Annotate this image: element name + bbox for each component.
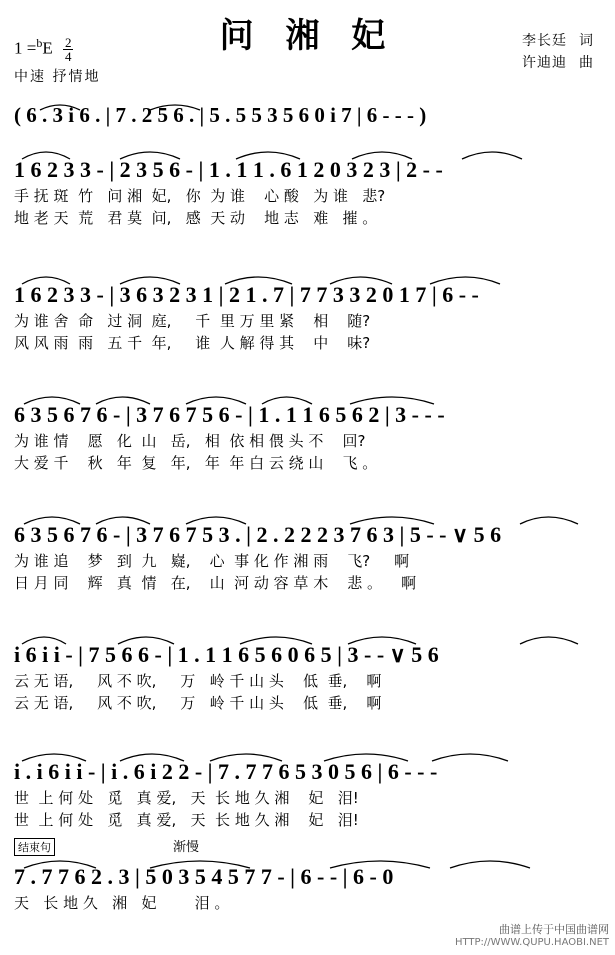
source-footer	[455, 923, 609, 949]
footer-line-2: HTTP://WWW.QUPU.HAOBI.NET	[454, 937, 609, 948]
notes-line: 6 3 5 6 7 6 - | 3 7 6 7 5 6 - | 1 . 1 1 6 5 6 2 | 3 - - -	[14, 402, 445, 427]
notes-line: 1 6 2 3 3 - | 3 6 3 2 3 1 | 2 1 . 7 | 7 7 3 3 2 0 1 7 | 6 - -	[14, 282, 479, 307]
lyric-line-2: 地 老 天 荒 君 莫 问, 感 天 动 地 志 难 摧 。	[14, 209, 378, 227]
lyricist-name: 李长廷	[522, 33, 567, 49]
meter-denominator: 4	[64, 49, 72, 65]
credit-lyricist	[522, 30, 593, 52]
system-2	[0, 280, 615, 354]
notes-line: ( 6 . 3 i 6 . | 7 . 2 5 6 . | 5 . 5 5 3 5 6 0 i 7 | 6 - - - )	[14, 103, 427, 127]
rall-label: 渐慢	[170, 836, 202, 855]
lyric-line-2: 日 月 同 辉 真 情 在, 山 河 动 容 草 木 悲 。 啊	[14, 574, 417, 592]
flat-sign: b	[36, 36, 43, 50]
notes-line: i 6 i i - | 7 5 6 6 - | 1 . 1 1 6 5 6 0 6 5 | 3 - - ∨ 5 6	[14, 642, 439, 667]
lyric-line-2: 大 爱 千 秋 年 复 年, 年 年 白 云 绕 山 飞 。	[14, 454, 378, 472]
lyric-line-1: 云 无 语, 风 不 吹, 万 岭 千 山 头 低 垂, 啊	[14, 672, 382, 690]
key-signature	[14, 36, 73, 63]
tempo-marking: 中速 抒情地	[14, 69, 101, 85]
lyric-line-1: 天 长 地 久 湘 妃 泪 。	[14, 894, 230, 912]
system-4	[0, 520, 615, 594]
lyric-line-1: 为 谁 情 愿 化 山 岳, 相 依 相 偎 头 不 回?	[14, 432, 366, 450]
notes-line: 1 6 2 3 3 - | 2 3 5 6 - | 1 . 1 1 . 6 1 2 0 3 2 3 | 2 - -	[14, 157, 443, 182]
system-6	[0, 757, 615, 831]
page-title: 问 湘 妃	[219, 16, 396, 56]
system-1	[0, 155, 615, 229]
lyric-line-1: 为 谁 追 梦 到 九 嶷, 心 事 化 作 湘 雨 飞? 啊	[14, 552, 410, 570]
system-3	[0, 400, 615, 474]
footer-line-1: 曲谱上传于中国曲谱网	[499, 923, 609, 936]
lyric-line-1: 世 上 何 处 觅 真 爱, 天 长 地 久 湘 妃 泪!	[14, 789, 359, 807]
lyric-line-2: 云 无 语, 风 不 吹, 万 岭 千 山 头 低 垂, 啊	[14, 694, 382, 712]
time-signature	[63, 36, 74, 63]
lyric-line-1: 为 谁 舍 命 过 洞 庭, 千 里 万 里 紧 相 随?	[14, 312, 371, 330]
composer-name: 许迪迪	[522, 55, 567, 71]
notes-line: i . i 6 i i - | i . 6 i 2 2 - | 7 . 7 7 6 5 3 0 5 6 | 6 - - -	[14, 759, 438, 784]
lyricist-role: 词	[579, 33, 593, 49]
lyric-line-2: 风 风 雨 雨 五 千 年, 谁 人 解 得 其 中 味?	[14, 334, 371, 352]
notes-line: 6 3 5 6 7 6 - | 3 7 6 7 5 3 . | 2 . 2 2 2 3 7 6 3 | 5 - - ∨ 5 6	[14, 522, 502, 547]
key-note: E	[42, 38, 53, 58]
composer-role: 曲	[579, 55, 593, 71]
system-intro	[0, 100, 615, 130]
key-prefix: 1 =	[14, 38, 37, 58]
ending-section-label: 结束句	[14, 838, 55, 856]
lyric-line-1: 手 抚 斑 竹 问 湘 妃, 你 为 谁 心 酸 为 谁 悲?	[14, 187, 386, 205]
credits	[522, 30, 593, 74]
system-5	[0, 640, 615, 714]
credit-composer	[522, 52, 593, 74]
notes-line: 7 . 7 7 6 2 . 3 | 5 0 3 5 4 5 7 7 - | 6 - - | 6 - 0	[14, 864, 394, 889]
lyric-line-2: 世 上 何 处 觅 真 爱, 天 长 地 久 湘 妃 泪!	[14, 811, 359, 829]
meter-numerator: 2	[64, 35, 72, 51]
system-coda	[0, 840, 615, 914]
